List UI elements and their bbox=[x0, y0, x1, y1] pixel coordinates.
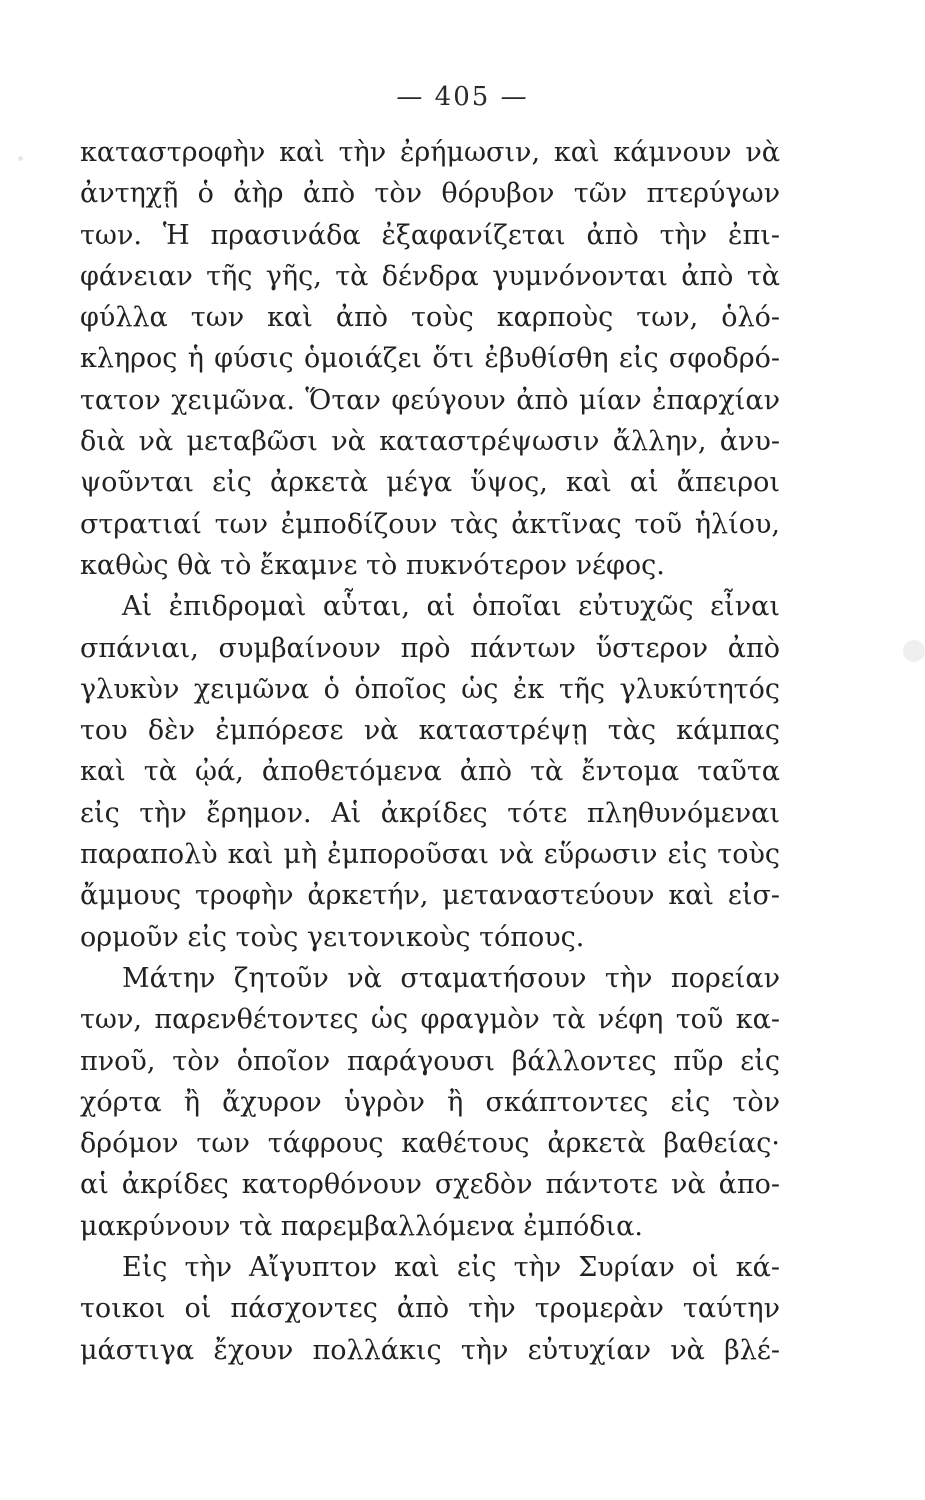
text-line: πνοῦ, τὸν ὁποῖον παράγουσι βάλλοντες πῦρ εἰς bbox=[80, 1045, 780, 1077]
text-line: των, παρενθέτοντες ὡς φραγμὸν τὰ νέφη τοῦ κα- bbox=[80, 1004, 780, 1036]
paper-speck bbox=[18, 156, 23, 161]
text-line: παραπολὺ καὶ μὴ ἐμποροῦσαι νὰ εὕρωσιν εἰς τοὺς bbox=[80, 839, 780, 871]
text-line: καταστροφὴν καὶ τὴν ἐρήμωσιν, καὶ κάμνουν νὰ bbox=[80, 137, 780, 168]
text-line: σπάνιαι, συμβαίνουν πρὸ πάντων ὕστερον ἀπὸ bbox=[80, 632, 780, 664]
text-line: τατον χειμῶνα. Ὅταν φεύγουν ἀπὸ μίαν ἐπαρχίαν bbox=[80, 384, 780, 416]
text-line: φύλλα των καὶ ἀπὸ τοὺς καρποὺς των, ὁλό- bbox=[80, 302, 780, 334]
text-line: ψοῦνται εἰς ἀρκετὰ μέγα ὕψος, καὶ αἱ ἄπειροι bbox=[80, 467, 780, 499]
text-line: ορμοῦν εἰς τοὺς γειτονικοὺς τόπους. bbox=[80, 921, 585, 953]
text-line: κληρος ἡ φύσις ὁμοιάζει ὅτι ἐβυθίσθη εἰς σφοδρό- bbox=[80, 343, 780, 375]
paper-speck bbox=[903, 640, 925, 662]
text-line: εἰς τὴν ἔρημον. Αἱ ἀκρίδες τότε πληθυνόμεναι bbox=[80, 797, 780, 829]
body-text bbox=[80, 132, 780, 1371]
text-line: Μάτην ζητοῦν νὰ σταματήσουν τὴν πορείαν bbox=[122, 962, 780, 994]
text-line: του δὲν ἐμπόρεσε νὰ καταστρέψῃ τὰς κάμπας bbox=[80, 715, 780, 747]
text-line: μακρύνουν τὰ παρεμβαλλόμενα ἐμπόδια. bbox=[80, 1210, 643, 1242]
text-line: αἱ ἀκρίδες κατορθόνουν σχεδὸν πάντοτε νὰ ἀπο- bbox=[80, 1169, 780, 1201]
text-line: διὰ νὰ μεταβῶσι νὰ καταστρέψωσιν ἄλλην, ἀνυ- bbox=[80, 426, 780, 458]
text-line: γλυκὺν χειμῶνα ὁ ὁποῖος ὡς ἐκ τῆς γλυκύτητός bbox=[80, 673, 780, 705]
text-line: στρατιαί των ἐμποδίζουν τὰς ἀκτῖνας τοῦ ἡλίου, bbox=[80, 508, 780, 540]
text-line: των. Ἡ πρασινάδα ἐξαφανίζεται ἀπὸ τὴν ἐπι- bbox=[80, 219, 780, 251]
text-line: καὶ τὰ ᾠά, ἀποθετόμενα ἀπὸ τὰ ἔντομα ταῦτα bbox=[80, 756, 780, 788]
text-line: δρόμον των τάφρους καθέτους ἀρκετὰ βαθείας· bbox=[80, 1128, 780, 1160]
text-line: μάστιγα ἔχουν πολλάκις τὴν εὐτυχίαν νὰ βλέ- bbox=[80, 1334, 780, 1366]
text-line: ἄμμους τροφὴν ἀρκετήν, μεταναστεύουν καὶ εἰσ- bbox=[80, 880, 780, 912]
text-line: Αἱ ἐπιδρομαὶ αὗται, αἱ ὁποῖαι εὐτυχῶς εἶναι bbox=[122, 591, 780, 623]
text-line: καθὼς θὰ τὸ ἔκαμνε τὸ πυκνότερον νέφος. bbox=[80, 549, 665, 581]
text-line: ἀντηχῇ ὁ ἀὴρ ἀπὸ τὸν θόρυβον τῶν πτερύγων bbox=[80, 178, 780, 210]
page-number: — 405 — bbox=[396, 82, 529, 112]
text-line: Εἰς τὴν Αἴγυπτον καὶ εἰς τὴν Συρίαν οἱ κά- bbox=[122, 1252, 780, 1284]
text-line: χόρτα ἢ ἄχυρον ὑγρὸν ἢ σκάπτοντες εἰς τὸν bbox=[80, 1086, 780, 1118]
text-line: τοικοι οἱ πάσχοντες ἀπὸ τὴν τρομερὰν ταύτην bbox=[80, 1293, 780, 1325]
text-line: φάνειαν τῆς γῆς, τὰ δένδρα γυμνόνονται ἀπὸ τὰ bbox=[80, 260, 780, 292]
